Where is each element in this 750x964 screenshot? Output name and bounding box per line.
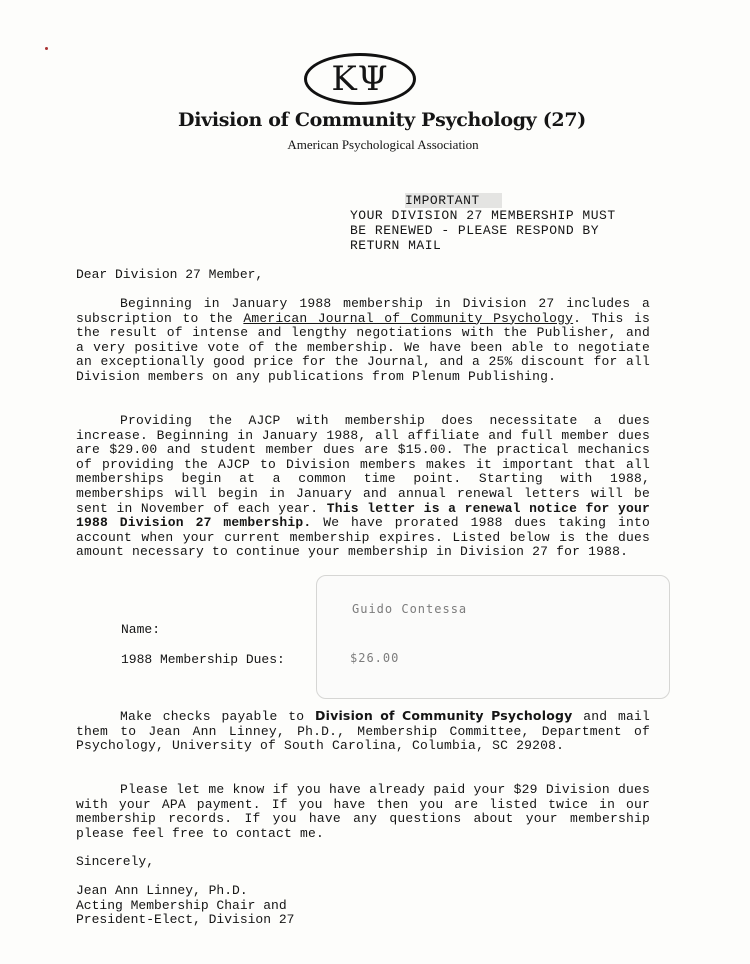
dues-box [316,575,670,699]
division-logo [304,53,416,105]
logo-text: KΨ [331,59,389,99]
p1-text-a: Beginning in January 1988 membership in Division 27 includes a subscription to the [76,296,650,326]
renewal-notice-bold: This letter is a renewal notice for your 1988 Division 27 membership. [76,500,650,531]
p2-text-b: We have prorated 1988 dues taking into account when your current membership expires. Listed below is the dues amount necessary to continue your membership in Division 27 for 1988. [76,515,650,560]
name-label: Name: [121,622,161,637]
p2-text-a: Providing the AJCP with membership does necessitate a dues increase. Beginning in January 1988, all affiliate and full member dues are $29.00 and student member dues are $15.00. The practical mechanics of providing the AJCP to Division members makes it important that all memberships begin at a common time point. Starting with 1988, memberships will begin in January and annual renewal letters will be sent in November of each year. [76,413,650,516]
journal-title: American Journal of Community Psychology [243,310,574,326]
p4-text: Please let me know if you have already paid your $29 Division dues with your APA payment. If you have then you are listed twice in our membership records. If you have any questions about your membership please feel free to contact me. [76,782,650,841]
notice-heading: IMPORTANT [405,193,502,208]
dues-label: 1988 Membership Dues: [121,652,285,667]
salutation: Dear Division 27 Member, [76,267,264,282]
organization-name: Division of Community Psychology (27) [178,109,586,131]
paper-speck [45,47,48,50]
dues-amount-value: $26.00 [350,651,400,665]
p3-text-a: Make checks payable to [120,709,316,724]
closing: Sincerely, [76,854,155,869]
paragraph-journal [76,297,650,385]
paragraph-contact [76,783,650,841]
p1-text-b: . This is the result of intense and lengthy negotiations with the Publisher, and a very positive vote of the membership. We have been able to negotiate an exceptionally good price for the Journal, and a 25% discount for all Division members on any publications from Plenum Publishing. [76,310,650,384]
paragraph-payment [76,709,650,754]
member-name-value: Guido Contessa [352,602,468,616]
signature-block: Jean Ann Linney, Ph.D. Acting Membership Chair and President-Elect, Division 27 [76,883,295,928]
important-notice [350,193,670,253]
notice-body: YOUR DIVISION 27 MEMBERSHIP MUST BE RENEWED - PLEASE RESPOND BY RETURN MAIL [350,208,616,253]
organization-subtitle: American Psychological Association [287,137,479,152]
p3-text-b: and mail them to Jean Ann Linney, Ph.D., Membership Committee, Department of Psychology, University of South Carolina, Columbia, SC 29208. [76,709,650,754]
paragraph-dues [76,414,650,560]
payee-bold: Division of Community Psychology [315,708,573,723]
